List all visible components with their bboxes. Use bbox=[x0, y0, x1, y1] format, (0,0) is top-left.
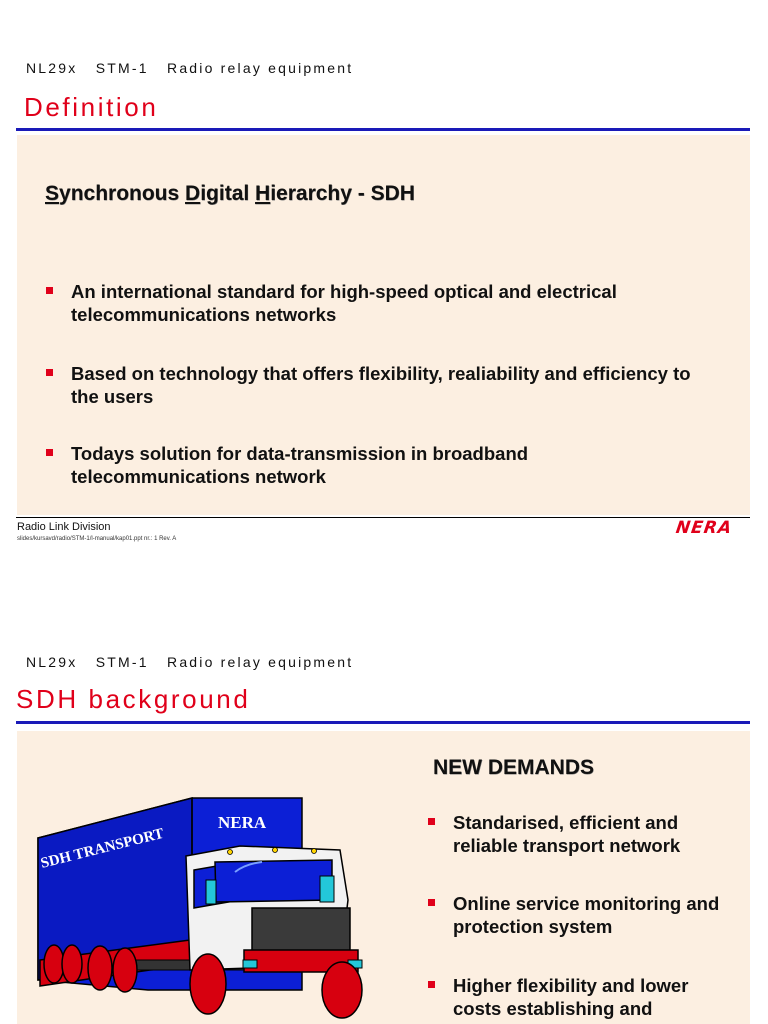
bullet-square-icon bbox=[428, 818, 435, 825]
bullet-item: Todays solution for data-transmission in broadband telecommunications network bbox=[71, 442, 528, 488]
footer-file-path: slides/kursavd/radio/STM-1/l-manual/kap01.ppt nr.: 1 Rev. A bbox=[17, 536, 177, 542]
slide-title: SDH background bbox=[16, 684, 251, 714]
new-demands-heading: NEW DEMANDS bbox=[433, 756, 594, 779]
bullet-item: Higher flexibility and lower costs establishing and bbox=[453, 974, 688, 1020]
bullet-item: Standarised, efficient and reliable transport network bbox=[453, 811, 680, 857]
slide-header: NL29x STM-1 Radio relay equipment bbox=[26, 60, 354, 76]
bullet-item: Based on technology that offers flexibility, realiability and efficiency to the users bbox=[71, 362, 691, 408]
sdh-heading: Synchronous Digital Hierarchy - SDH bbox=[45, 182, 415, 205]
sdh-transport-truck-illustration bbox=[30, 790, 380, 1024]
truck-side-text: SDH TRANSPORT bbox=[39, 825, 166, 872]
bullet-square-icon bbox=[428, 899, 435, 906]
bullet-square-icon bbox=[428, 981, 435, 988]
bullet-item: Online service monitoring and protection system bbox=[453, 892, 719, 938]
slide-header: NL29x STM-1 Radio relay equipment bbox=[26, 654, 354, 670]
title-divider bbox=[16, 721, 750, 724]
slide-title: Definition bbox=[24, 92, 159, 122]
bullet-item: An international standard for high-speed optical and electrical telecommunications networks bbox=[71, 280, 617, 326]
nera-logo: NERA bbox=[674, 518, 734, 538]
truck-brand-text: NERA bbox=[218, 813, 267, 832]
footer-division: Radio Link Division bbox=[17, 521, 111, 533]
